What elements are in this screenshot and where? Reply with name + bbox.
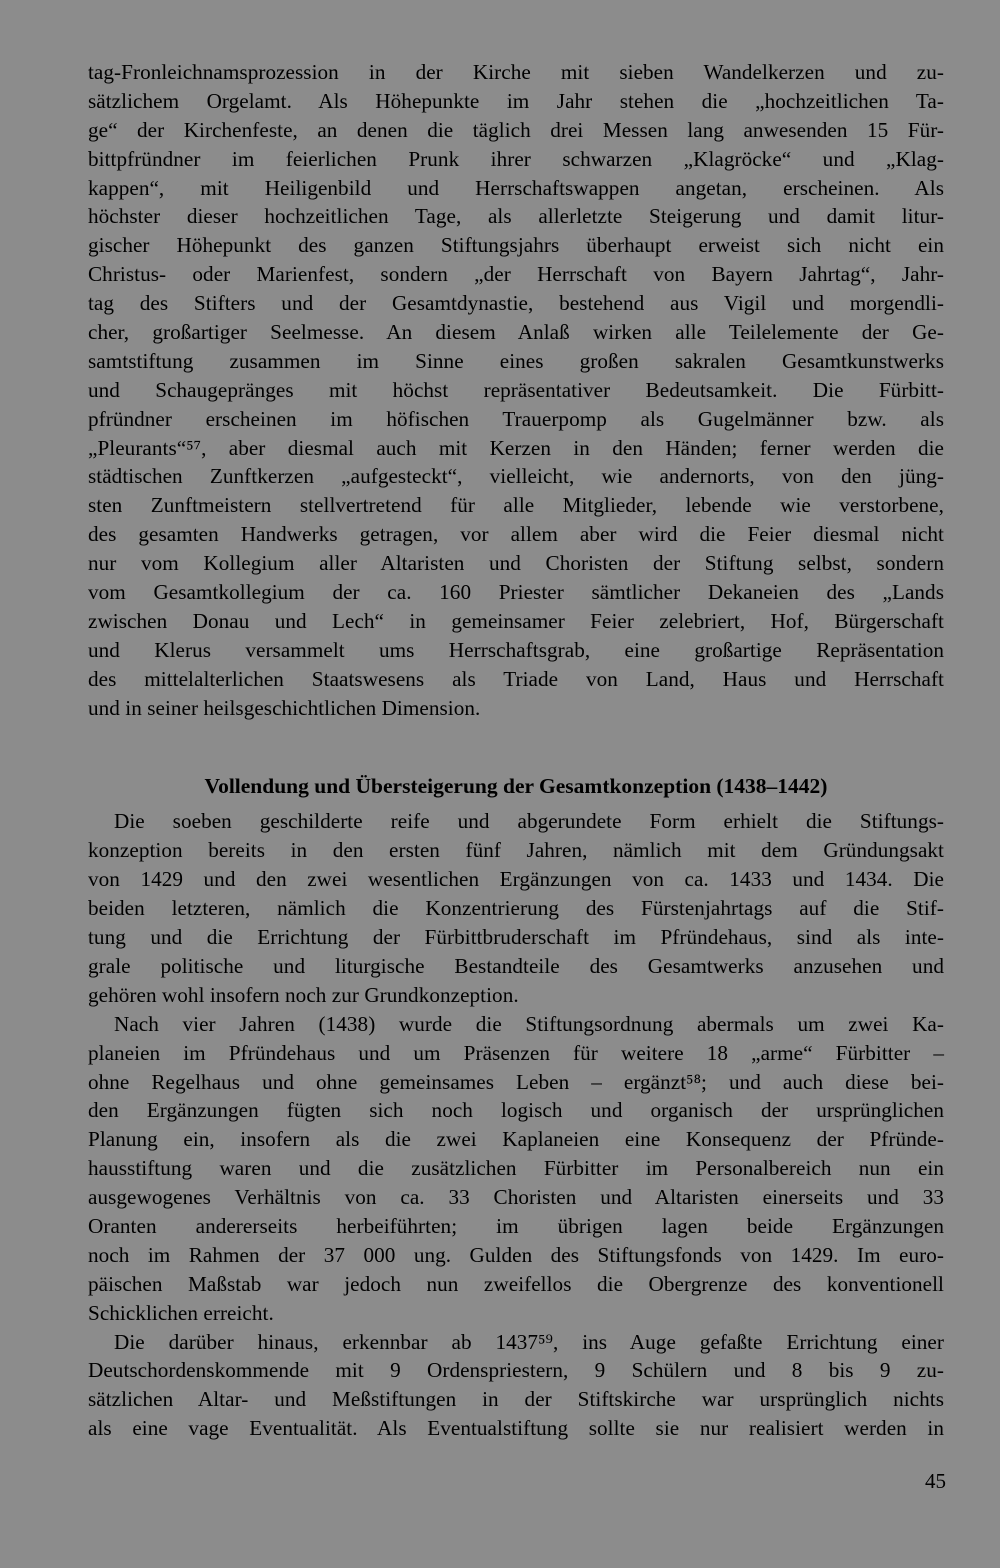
paragraph: [88, 1010, 944, 1328]
text-line: tung und die Errichtung der Fürbittbruderschaft im Pfründehaus, sind als inte-: [88, 925, 944, 950]
text-line: höchster dieser hochzeitlichen Tage, als allerletzte Steigerung und damit litur-: [88, 204, 944, 229]
paragraph: [88, 1328, 944, 1444]
text-line: gischer Höhepunkt des ganzen Stiftungsjahrs überhaupt erweist sich nicht ein: [88, 233, 944, 258]
page-text: [88, 58, 944, 1443]
text-line: grale politische und liturgische Bestandteile des Gesamtwerks anzusehen und: [88, 953, 944, 978]
text-line: tag-Fronleichnamsprozession in der Kirche mit sieben Wandelkerzen und zu-: [88, 60, 944, 84]
text-line: hausstiftung waren und die zusätzlichen Fürbitter im Personalbereich nun ein: [88, 1156, 944, 1181]
text-line: noch im Rahmen der 37 000 ung. Gulden des Stiftungsfonds von 1429. Im euro-: [88, 1242, 944, 1267]
text-line: Die soeben geschilderte reife und abgerundete Form erhielt die Stiftungs-: [114, 809, 944, 834]
paragraph: [88, 807, 944, 1009]
text-line: sätzlichem Orgelamt. Als Höhepunkte im Jahr stehen die „hochzeitlichen Ta-: [88, 88, 944, 113]
text-line: ohne Regelhaus und ohne gemeinsames Leben – ergänzt⁵⁸; und auch diese bei-: [88, 1069, 944, 1094]
section-heading: Vollendung und Übersteigerung der Gesamtkonzeption (1438–1442): [204, 774, 828, 799]
text-line: Nach vier Jahren (1438) wurde die Stiftungsordnung abermals um zwei Ka-: [114, 1011, 944, 1036]
text-line: vom Gesamtkollegium der ca. 160 Priester sämtlicher Dekaneien des „Lands: [88, 580, 944, 605]
text-line: samtstiftung zusammen im Sinne eines großen sakralen Gesamtkunstwerks: [88, 348, 944, 373]
text-line: beiden letzteren, nämlich die Konzentrierung des Fürstenjahrtags auf die Stif-: [88, 896, 944, 921]
text-line: Oranten andererseits herbeiführten; im übrigen lagen beide Ergänzungen: [88, 1213, 944, 1238]
text-line: sätzlichen Altar- und Meßstiftungen in der Stiftskirche war ursprünglich nichts: [88, 1387, 944, 1412]
text-line: bittpfründner im feierlichen Prunk ihrer schwarzen „Klagröcke“ und „Klag-: [88, 146, 944, 171]
text-line: Schicklichen erreicht.: [88, 1300, 274, 1325]
text-line: Die darüber hinaus, erkennbar ab 1437⁵⁹, ins Auge gefaßte Errichtung einer: [114, 1329, 944, 1354]
text-line: nur vom Kollegium aller Altaristen und Choristen der Stiftung selbst, sondern: [88, 551, 944, 576]
page-number: 45: [925, 1469, 946, 1493]
text-line: städtischen Zunftkerzen „aufgesteckt“, vielleicht, wie andernorts, von den jüng-: [88, 464, 944, 489]
text-line: planeien im Pfründehaus und um Präsenzen für weitere 18 „arme“ Fürbitter –: [88, 1040, 944, 1065]
text-line: von 1429 und den zwei wesentlichen Ergänzungen von ca. 1433 und 1434. Die: [88, 867, 944, 892]
text-line: und Schaugepränges mit höchst repräsentativer Bedeutsamkeit. Die Fürbitt-: [88, 377, 944, 402]
text-line: cher, großartiger Seelmesse. An diesem Anlaß wirken alle Teilelemente der Ge-: [88, 320, 944, 345]
text-line: Planung ein, insofern als die zwei Kaplaneien eine Konsequenz der Pfründe-: [88, 1127, 944, 1152]
text-line: Deutschordenskommende mit 9 Ordenspriestern, 9 Schülern und 8 bis 9 zu-: [88, 1358, 944, 1383]
text-line: und Klerus versammelt ums Herrschaftsgrab, eine großartige Repräsentation: [88, 637, 944, 662]
text-line: konzeption bereits in den ersten fünf Jahren, nämlich mit dem Gründungsakt: [88, 838, 944, 863]
text-line: zwischen Donau und Lech“ in gemeinsamer Feier zelebriert, Hof, Bürgerschaft: [88, 608, 944, 633]
paragraph: [88, 58, 944, 722]
text-line: und in seiner heilsgeschichtlichen Dimension.: [88, 695, 481, 720]
text-line: Christus- oder Marienfest, sondern „der Herrschaft von Bayern Jahrtag“, Jahr-: [88, 262, 944, 287]
text-line: als eine vage Eventualität. Als Eventualstiftung sollte sie nur realisiert werden in: [88, 1416, 944, 1441]
text-line: „Pleurants“⁵⁷, aber diesmal auch mit Kerzen in den Händen; ferner werden die: [88, 435, 944, 460]
text-line: den Ergänzungen fügten sich noch logisch und organisch der ursprünglichen: [88, 1098, 944, 1123]
text-line: des mittelalterlichen Staatswesens als Triade von Land, Haus und Herrschaft: [88, 666, 944, 691]
text-line: päischen Maßstab war jedoch nun zweifellos die Obergrenze des konventionell: [88, 1271, 944, 1296]
text-line: ge“ der Kirchenfeste, an denen die täglich drei Messen lang anwesenden 15 Für-: [88, 117, 944, 142]
text-line: kappen“, mit Heiligenbild und Herrschaftswappen angetan, erscheinen. Als: [88, 175, 944, 200]
text-line: des gesamten Handwerks getragen, vor allem aber wird die Feier diesmal nicht: [88, 522, 944, 547]
text-line: ausgewogenes Verhältnis von ca. 33 Choristen und Altaristen einerseits und 33: [88, 1185, 944, 1210]
text-line: gehören wohl insofern noch zur Grundkonzeption.: [88, 982, 519, 1007]
text-line: sten Zunftmeistern stellvertretend für alle Mitglieder, lebende wie verstorbene,: [88, 493, 944, 518]
text-line: pfründner erscheinen im höfischen Trauerpomp als Gugelmänner bzw. als: [88, 406, 944, 431]
text-line: tag des Stifters und der Gesamtdynastie, bestehend aus Vigil und morgendli-: [88, 291, 944, 316]
